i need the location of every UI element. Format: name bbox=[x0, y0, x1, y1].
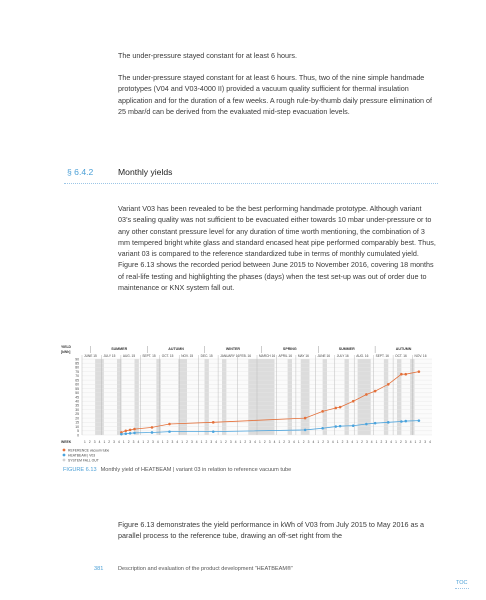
legend-label: REFERENCE vacuum tube bbox=[68, 448, 110, 453]
week-label: 4 bbox=[137, 440, 140, 444]
legend-marker-outage bbox=[63, 459, 66, 462]
month-label: JUNE 16 bbox=[317, 354, 331, 358]
month-label: JUNE 15 bbox=[84, 354, 97, 358]
data-point bbox=[334, 407, 337, 410]
week-label: 1 bbox=[356, 440, 359, 444]
month-label: AUG. 16 bbox=[356, 354, 369, 358]
data-point bbox=[404, 420, 407, 423]
data-point bbox=[151, 426, 154, 429]
week-label: 4 bbox=[195, 440, 198, 444]
y-tick-label: 40 bbox=[75, 399, 79, 404]
legend-label-outage: SYSTEM FALL OUT bbox=[68, 458, 99, 463]
week-label: 4 bbox=[156, 440, 159, 444]
week-label: 1 bbox=[103, 440, 106, 444]
data-point bbox=[212, 430, 215, 433]
week-label: 1 bbox=[375, 440, 378, 444]
data-point bbox=[129, 432, 132, 435]
data-point bbox=[133, 428, 136, 431]
month-label: OCT. 15 bbox=[161, 354, 174, 358]
month-label: DEC. 15 bbox=[200, 354, 213, 358]
week-label: 3 bbox=[346, 440, 349, 444]
week-label: 1 bbox=[181, 440, 184, 444]
week-label: 1 bbox=[200, 440, 203, 444]
y-tick-label: 70 bbox=[75, 374, 79, 379]
week-label: 3 bbox=[210, 440, 213, 444]
y-tick-label: 55 bbox=[75, 386, 79, 391]
week-label: 3 bbox=[190, 440, 193, 444]
week-label: 1 bbox=[259, 440, 261, 444]
yield-chart bbox=[60, 340, 434, 463]
month-label: AUG. 15 bbox=[122, 354, 136, 358]
data-point bbox=[168, 430, 171, 433]
week-label: 2 bbox=[108, 440, 111, 444]
x-axis-title: WEEK bbox=[61, 440, 72, 444]
data-point bbox=[339, 406, 342, 409]
y-tick-label: 50 bbox=[75, 391, 79, 396]
week-label: 1 bbox=[142, 440, 145, 444]
week-label: 4 bbox=[215, 440, 218, 444]
week-label: 2 bbox=[399, 440, 402, 444]
week-label: 4 bbox=[273, 440, 276, 444]
y-tick-label: 90 bbox=[75, 357, 79, 362]
season-label: SUMMER bbox=[111, 347, 128, 351]
toc-link[interactable]: TOC bbox=[456, 580, 468, 586]
footer-title: Description and evaluation of the product development “HEATBEAM®” bbox=[118, 566, 294, 572]
week-label: 4 bbox=[409, 440, 412, 444]
week-label: 4 bbox=[234, 440, 237, 444]
week-label: 4 bbox=[312, 440, 315, 444]
month-label: JULY 16 bbox=[336, 354, 349, 358]
data-point bbox=[334, 425, 337, 428]
data-point bbox=[352, 424, 355, 427]
week-label: 4 bbox=[390, 440, 393, 444]
month-label: SEPT. 16 bbox=[375, 354, 389, 358]
legend-label: HEATBEAM | V03 bbox=[68, 453, 96, 458]
month-label: MAY 16 bbox=[297, 354, 309, 358]
week-label: 1 bbox=[122, 440, 125, 444]
data-point bbox=[124, 432, 127, 435]
paragraph-variant: Variant V03 has been revealed to be the best performing handmade prototype. Although variant 03’s sealing quality was not sufficient to be evacuated either towards 10 mbar under-pressure or to any other constant pressure level for any duration of time worth mentioning, the combination of 3 mm tempered bright white glass and standard encased heat pipe performed comparably best. Thus, variant 03 is compared to the reference standardized tube in terms of monthly cumulated yield. Figure 6.13 shows the recorded period between June 2015 to November 2016, covering 18 months of real-life testing and highlighting the phases (days) when the test set-up was out of order due to maintenance or KNX system fall out. bbox=[118, 204, 436, 293]
week-label: 1 bbox=[414, 440, 417, 444]
data-point bbox=[212, 421, 215, 424]
week-label: 3 bbox=[113, 440, 115, 444]
data-point bbox=[168, 423, 171, 426]
month-label: JANUARY 16 bbox=[220, 354, 240, 358]
week-label: 1 bbox=[239, 440, 242, 444]
data-point bbox=[404, 373, 407, 376]
data-point bbox=[133, 432, 136, 435]
data-point bbox=[418, 419, 421, 422]
data-point bbox=[124, 429, 127, 432]
y-tick-label: 15 bbox=[75, 420, 79, 425]
data-point bbox=[304, 417, 307, 420]
week-label: 4 bbox=[293, 440, 295, 444]
week-label: 1 bbox=[220, 440, 222, 444]
week-label: 3 bbox=[365, 440, 368, 444]
y-axis-unit: [kWh] bbox=[61, 350, 71, 354]
week-label: 1 bbox=[278, 440, 281, 444]
week-label: 2 bbox=[224, 440, 227, 444]
y-tick-label: 80 bbox=[75, 365, 79, 370]
week-label: 2 bbox=[419, 440, 422, 444]
section-title: Monthly yields bbox=[118, 167, 173, 177]
data-point bbox=[352, 400, 355, 403]
data-point bbox=[400, 420, 403, 423]
week-label: 4 bbox=[370, 440, 373, 444]
data-point bbox=[120, 433, 123, 436]
week-label: 2 bbox=[186, 440, 188, 444]
week-label: 3 bbox=[424, 440, 427, 444]
data-point bbox=[374, 422, 377, 425]
page-number: 381 bbox=[94, 566, 104, 572]
y-tick-label: 65 bbox=[75, 378, 79, 383]
month-label: FEB. 16 bbox=[239, 354, 252, 358]
season-label: SUMMER bbox=[338, 347, 355, 351]
week-label: 3 bbox=[404, 440, 407, 444]
week-label: 4 bbox=[254, 440, 256, 444]
week-label: 3 bbox=[132, 440, 135, 444]
month-label: SEPT. 15 bbox=[142, 354, 156, 358]
week-label: 2 bbox=[361, 440, 363, 444]
week-label: 3 bbox=[93, 440, 96, 444]
week-label: 4 bbox=[176, 440, 179, 444]
y-tick-label: 25 bbox=[75, 412, 79, 417]
week-label: 3 bbox=[152, 440, 154, 444]
week-label: 2 bbox=[244, 440, 247, 444]
paragraph-pressure: The under-pressure stayed constant for at least 6 hours. Thus, two of the nine simple handmade prototypes (V04 and V03-4000 II) provided a vacuum quality sufficient for thermal insulation application and for the duration of a few weeks. A rough rule-by-thumb daily pressure elimination of 25 mbar/d can be derived from the evaluated mid-step evacuation levels. bbox=[118, 73, 433, 116]
data-point bbox=[304, 429, 307, 432]
data-point bbox=[387, 383, 390, 386]
week-label: 3 bbox=[249, 440, 252, 444]
data-point bbox=[418, 370, 421, 373]
week-label: 3 bbox=[327, 440, 329, 444]
y-tick-label: 5 bbox=[77, 429, 79, 434]
week-label: 1 bbox=[395, 440, 397, 444]
week-label: 3 bbox=[307, 440, 310, 444]
legend-marker bbox=[63, 454, 66, 457]
week-label: 2 bbox=[205, 440, 208, 444]
week-label: 2 bbox=[127, 440, 130, 444]
week-label: 3 bbox=[171, 440, 174, 444]
week-label: 4 bbox=[429, 440, 431, 444]
month-label: MARCH 16 bbox=[259, 354, 276, 358]
week-label: 1 bbox=[336, 440, 339, 444]
season-label: WINTER bbox=[225, 347, 241, 351]
week-label: 3 bbox=[385, 440, 388, 444]
week-label: 1 bbox=[161, 440, 164, 444]
y-tick-label: 20 bbox=[75, 416, 79, 421]
month-label: APRIL 16 bbox=[278, 354, 292, 358]
y-tick-label: 60 bbox=[75, 382, 79, 387]
week-label: 1 bbox=[84, 440, 86, 444]
data-point bbox=[321, 410, 324, 413]
data-point bbox=[321, 427, 324, 430]
y-tick-label: 0 bbox=[77, 433, 79, 438]
week-label: 2 bbox=[283, 440, 286, 444]
y-axis-title: YIELD bbox=[61, 345, 71, 349]
y-tick-label: 85 bbox=[75, 361, 79, 366]
figure-label: FIGURE 6.13 bbox=[63, 467, 97, 473]
week-label: 2 bbox=[322, 440, 324, 444]
week-label: 3 bbox=[288, 440, 290, 444]
month-label: NOV. 15 bbox=[181, 354, 194, 358]
data-point bbox=[339, 425, 342, 428]
season-label: SPRING bbox=[282, 347, 297, 351]
week-label: 1 bbox=[317, 440, 320, 444]
week-label: 3 bbox=[229, 440, 232, 444]
week-label: 1 bbox=[297, 440, 300, 444]
week-label: 2 bbox=[302, 440, 305, 444]
data-point bbox=[365, 393, 368, 396]
paragraph-intro: The under-pressure stayed constant for at least 6 hours. bbox=[118, 51, 297, 60]
section-number: § 6.4.2 bbox=[67, 167, 94, 177]
week-label: 2 bbox=[263, 440, 266, 444]
paragraph-figure-discussion: Figure 6.13 demonstrates the yield performance in kWh of V03 from July 2015 to May 2016 as a parallel process to the reference tube, drawing an off-set right from the bbox=[118, 520, 425, 541]
month-label: OCT. 16 bbox=[395, 354, 407, 358]
season-label: AUTUMN bbox=[168, 347, 184, 351]
week-label: 2 bbox=[341, 440, 344, 444]
month-label: JULY 15 bbox=[103, 354, 116, 358]
data-point bbox=[151, 431, 154, 434]
data-point bbox=[387, 421, 390, 424]
section-divider bbox=[64, 183, 438, 184]
yield-chart-svg bbox=[60, 340, 434, 463]
legend-marker bbox=[63, 449, 66, 452]
week-label: 2 bbox=[380, 440, 383, 444]
y-tick-label: 35 bbox=[75, 403, 79, 408]
month-label: NOV. 16 bbox=[414, 354, 427, 358]
week-label: 4 bbox=[351, 440, 354, 444]
week-label: 2 bbox=[88, 440, 91, 444]
season-label: AUTUMN bbox=[395, 347, 412, 351]
y-tick-label: 30 bbox=[75, 407, 79, 412]
figure-caption bbox=[63, 467, 291, 473]
data-point bbox=[365, 423, 368, 426]
week-label: 4 bbox=[118, 440, 120, 444]
data-point bbox=[129, 429, 132, 432]
figure-caption-text: Monthly yield of HEATBEAM | variant 03 in relation to reference vacuum tube bbox=[100, 467, 292, 473]
y-tick-label: 45 bbox=[75, 395, 79, 400]
week-label: 4 bbox=[98, 440, 101, 444]
toc-underline bbox=[455, 588, 469, 589]
y-tick-label: 75 bbox=[75, 369, 79, 374]
data-point bbox=[374, 390, 377, 393]
data-point bbox=[400, 373, 403, 376]
y-tick-label: 10 bbox=[75, 424, 79, 429]
week-label: 4 bbox=[331, 440, 334, 444]
week-label: 3 bbox=[268, 440, 271, 444]
week-label: 2 bbox=[147, 440, 149, 444]
week-label: 2 bbox=[166, 440, 169, 444]
